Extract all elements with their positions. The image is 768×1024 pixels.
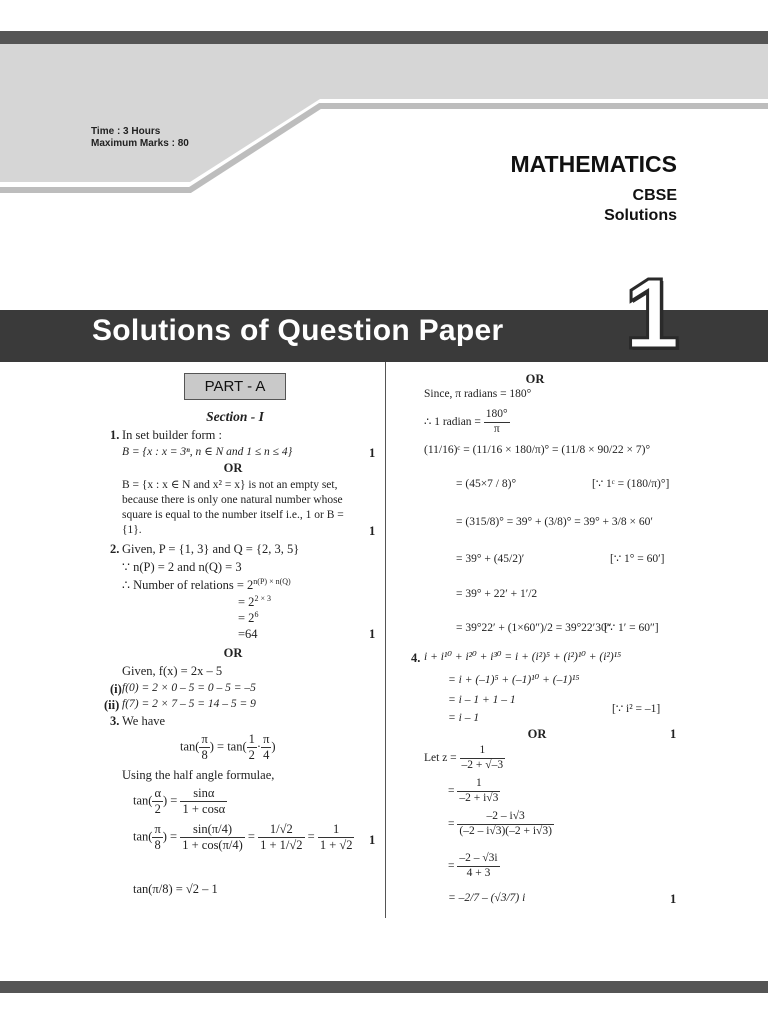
bottom-border-bar: [0, 981, 768, 993]
z-line3: = $\frac{-2 - i√3}{(-2 - i√3)(-2 + i√3)}$: [448, 810, 552, 837]
q2-or-ii: f(7) = 2 × 7 – 5 = 14 – 5 = 9: [122, 698, 256, 710]
q4-note: [∵ i² = –1]: [612, 703, 661, 715]
q1-or-line2: because there is only one natural number whose: [122, 494, 343, 506]
max-marks: Maximum Marks : 80: [91, 138, 189, 149]
mark-q1: 1: [369, 446, 376, 460]
r-line2: [424, 408, 510, 437]
q2-line3-exponent: n(P) × n(Q): [253, 577, 291, 586]
q4-line1: i + i¹⁰ + i²⁰ + i³⁰ = i + (i²)⁵ + (i²)¹⁰ + (i²)¹⁵: [424, 651, 622, 663]
r-line4: = (45×7 / 8)°: [456, 478, 517, 490]
part-label: PART - A: [184, 373, 286, 400]
mark-q4: 1: [670, 727, 677, 741]
q2-line5-base: = 2: [238, 611, 255, 626]
r-line2-text: ∴ 1 radian =: [424, 415, 481, 428]
q1-or-line4: {1}.: [122, 524, 142, 536]
r-line5: = (315/8)° = 39° + (3/8)° = 39° + 3/8 × 60′: [456, 516, 653, 528]
doc-kind: Solutions: [604, 207, 677, 224]
q3-number: 3.: [110, 714, 120, 728]
q2-line5-exponent: 6: [254, 610, 259, 619]
q2-or-i: f(0) = 2 × 0 – 5 = 0 – 5 = –5: [122, 682, 256, 694]
q1-or-line1: B = {x : x ∈ N and x² = x} is not an empty set,: [122, 479, 338, 491]
q1-text: In set builder form :: [122, 428, 222, 442]
q1-number: 1.: [110, 428, 120, 442]
z-line3-den: (–2 – i√3)(–2 + i√3): [459, 824, 552, 837]
q2-or-line1: Given, f(x) = 2x – 5: [122, 664, 223, 678]
z-line5: = –2/7 – (√3/7) i: [448, 892, 526, 904]
section-heading: Section - I: [206, 409, 264, 424]
q2-line2: ∵ n(P) = 2 and n(Q) = 3: [122, 560, 242, 574]
r-line3: (11/16)ᶜ = (11/16 × 180/π)° = (11/8 × 90/22 × 7)°: [424, 444, 651, 456]
q3-result: tan(π/8) = √2 – 1: [133, 882, 218, 896]
q4-line2: = i + (–1)⁵ + (–1)¹⁰ + (–1)¹⁵: [448, 674, 580, 686]
q4-number: 4.: [411, 651, 421, 665]
q2-line4-base: = 2: [238, 595, 255, 610]
z-line1-num: 1: [460, 744, 506, 759]
r-line8-note: [∵ 1′ = 60″]: [604, 622, 659, 634]
q2-or-i-lead: (i): [110, 682, 122, 696]
top-border-bar: [0, 31, 768, 44]
q2-number: 2.: [110, 542, 120, 556]
paper-number: 1: [624, 258, 680, 370]
q4-line4: = i – 1: [448, 712, 480, 724]
r-or1: OR: [525, 372, 545, 386]
q3-formula: tan( $\frac{\alpha}{2}$ ) = $\frac{\sin\alpha}{1 + \cos\alpha}$: [133, 786, 226, 816]
band-title: Solutions of Question Paper: [92, 314, 504, 347]
r-line6: = 39° + (45/2)′: [456, 553, 525, 565]
z-line1-den: –2 + √–3: [461, 758, 504, 771]
mark-q2: 1: [369, 627, 376, 641]
r-line4-note: [∵ 1ᶜ = (180/π)°]: [592, 478, 670, 490]
q2-or: OR: [223, 646, 243, 660]
q3-text: We have: [122, 714, 166, 728]
r-or2: OR: [527, 727, 547, 741]
q2-text: Given, P = {1, 3} and Q = {2, 3, 5}: [122, 542, 300, 556]
r-line6-note: [∵ 1° = 60′]: [610, 553, 665, 565]
r-line7: = 39° + 22′ + 1′/2: [456, 588, 538, 600]
q2-line6: =64: [238, 627, 258, 641]
mark-q3: 1: [369, 833, 376, 847]
q2-line4: [238, 594, 271, 610]
mark-z: 1: [670, 892, 677, 906]
z-line3-num: –2 – i√3: [457, 810, 554, 825]
z-line4-den: 4 + 3: [466, 866, 491, 879]
q1-set: B = {x : x = 3ⁿ, n ∈ N and 1 ≤ n ≤ 4}: [122, 446, 293, 458]
q2-or-ii-lead: (ii): [104, 698, 120, 712]
q3-half-angle: Using the half angle formulae,: [122, 768, 275, 782]
q4-line3: = i – 1 + 1 – 1: [448, 694, 516, 706]
column-divider: [385, 362, 386, 918]
exam-time: Time : 3 Hours: [91, 126, 161, 137]
q3-substitution: tan( $\frac{\pi}{8}$ ) = $\frac{\sin(\pi/4)}{1 + \cos(\pi/4)}$ = $\frac{1/√2}{1 + 1/√2}$ = $\frac{1}{1 + √2}$: [133, 822, 353, 852]
z-line1: [424, 744, 505, 773]
subject-title: MATHEMATICS: [510, 151, 677, 177]
r-line2-den: π: [493, 422, 500, 435]
r-line2-num: 180°: [484, 408, 510, 423]
q2-line5: [238, 610, 258, 626]
z-line2-num: 1: [457, 777, 500, 792]
q2-line3: [122, 577, 291, 593]
r-line1: Since, π radians = 180°: [424, 388, 532, 400]
z-line1-text: Let z =: [424, 751, 457, 764]
q3-tan-identity: tan( $\frac{\pi}{8}$ ) = tan( $\frac{1}{2}$ · $\frac{\pi}{4}$ ): [180, 732, 276, 762]
mark-q1-or: 1: [369, 524, 376, 538]
q2-line3-base: ∴ Number of relations = 2: [122, 578, 254, 593]
z-line4: = $\frac{-2 - √3i}{4 + 3}$: [448, 852, 498, 879]
z-line2: = $\frac{1}{-2 + i√3}$: [448, 777, 499, 804]
z-line2-den: –2 + i√3: [459, 791, 499, 804]
board-name: CBSE: [632, 187, 677, 204]
q1-or: OR: [223, 461, 243, 475]
r-line8: = 39°22′ + (1×60″)/2 = 39°22′30″: [456, 622, 612, 634]
q1-or-line3: square is equal to the number itself i.e., 1 or B =: [122, 509, 344, 521]
q2-line4-exponent: 2 × 3: [254, 594, 271, 603]
z-line4-num: –2 – √3i: [457, 852, 499, 867]
